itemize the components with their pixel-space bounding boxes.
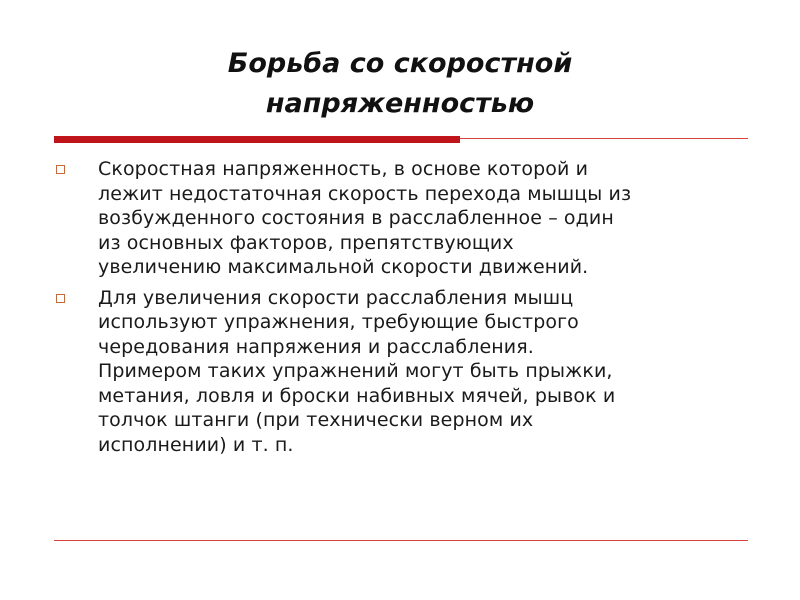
bullet-2-line-1: Для увеличения скорости расслабления мышц bbox=[98, 286, 574, 309]
footer-divider bbox=[54, 540, 748, 541]
bullet-text-1 bbox=[98, 157, 734, 280]
title-line-1: Борьба со скоростной bbox=[227, 48, 573, 79]
bullet-1-line-5: увеличению максимальной скорости движений. bbox=[98, 256, 589, 278]
bullet-item-2 bbox=[54, 286, 734, 458]
bullet-2-line-6: толчок штанги (при технически верном их bbox=[98, 409, 534, 431]
bullet-text-2 bbox=[98, 286, 734, 458]
bullet-2-line-4: Примером таких упражнений могут быть прыжки, bbox=[98, 360, 613, 382]
bullet-1-line-3: возбужденного состояния в расслабленное – один bbox=[98, 207, 614, 229]
title-line-2: напряженностью bbox=[265, 88, 535, 119]
bullet-2-line-7: исполнении) и т. п. bbox=[98, 433, 294, 456]
square-bullet-icon bbox=[56, 165, 65, 174]
bullet-1-line-1: Скоростная напряженность, в основе которой и bbox=[98, 158, 589, 180]
bullet-list bbox=[54, 157, 734, 463]
title-divider-accent bbox=[54, 136, 460, 143]
slide-title bbox=[60, 44, 740, 124]
bullet-2-line-2: используют упражнения, требующие быстрого bbox=[98, 311, 579, 333]
bullet-1-line-2: лежит недостаточная скорость перехода мышцы из bbox=[98, 182, 632, 205]
bullet-2-line-5: метания, ловля и броски набивных мячей, рывок и bbox=[98, 384, 616, 407]
bullet-item-1 bbox=[54, 157, 734, 280]
square-bullet-icon bbox=[56, 294, 65, 303]
bullet-1-line-4: из основных факторов, препятствующих bbox=[98, 231, 514, 254]
bullet-2-line-3: чередования напряжения и расслабления. bbox=[98, 335, 534, 358]
